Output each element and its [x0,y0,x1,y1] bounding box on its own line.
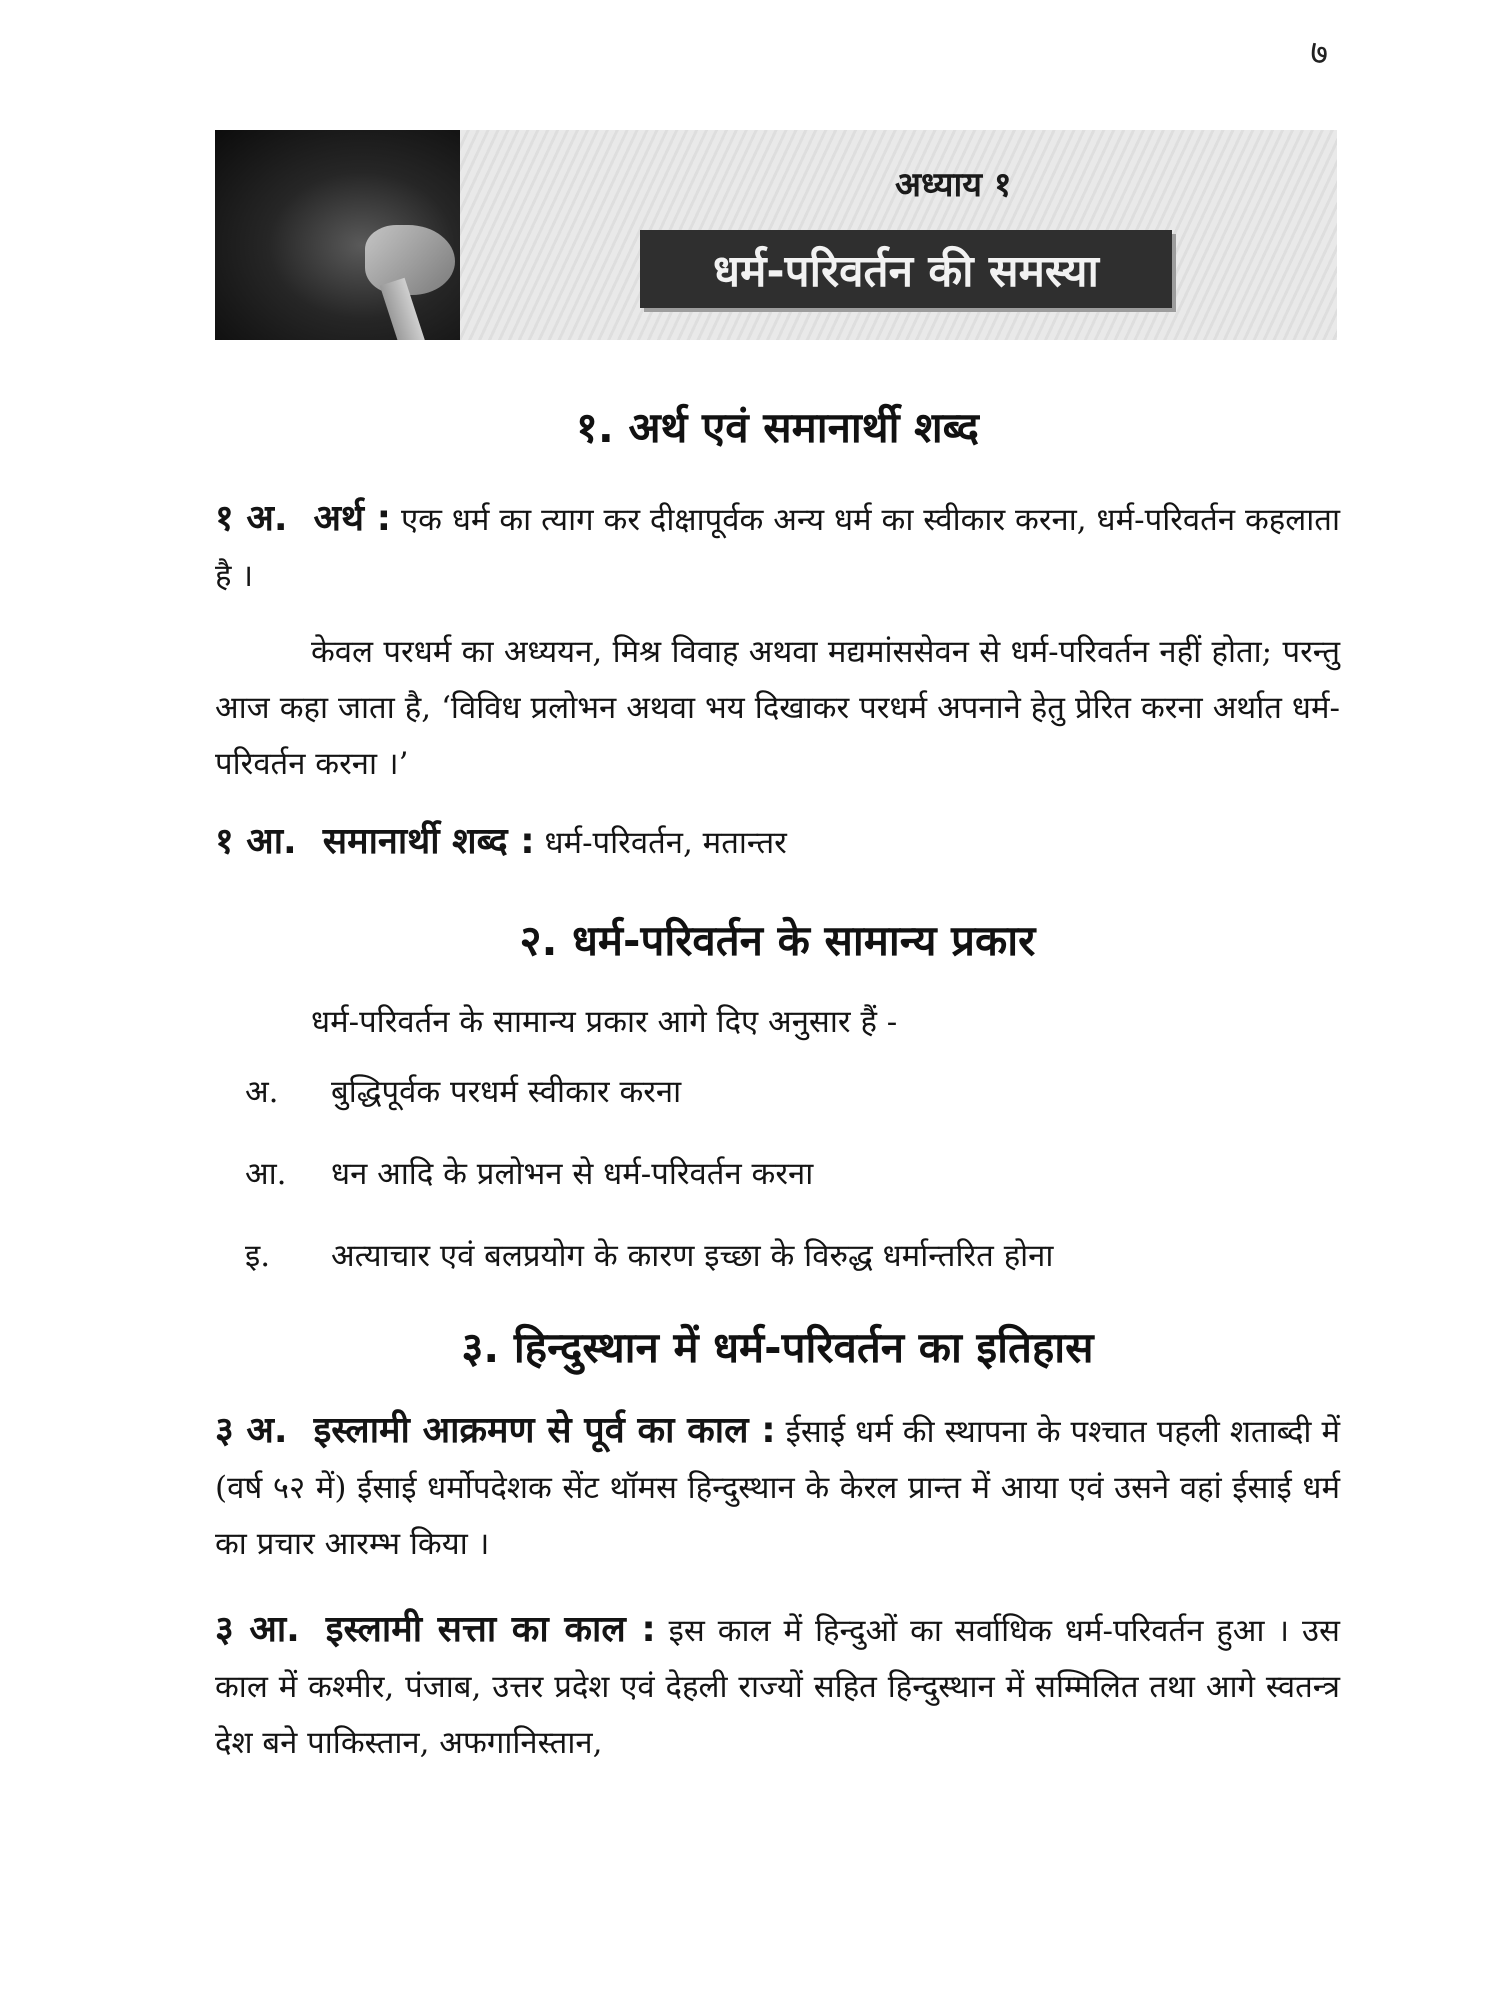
page-content [215,390,1340,1771]
list-text: अत्याचार एवं बलप्रयोग के कारण इच्छा के विरुद्ध धर्मान्तरित होना [331,1238,1054,1274]
subsection-title: इस्लामी आक्रमण से पूर्व का काल : [313,1410,776,1451]
subsection-number: १ आ. [215,821,297,862]
subsection-3aa [215,1602,1340,1771]
paragraph: केवल परधर्म का अध्ययन, मिश्र विवाह अथवा मद्यमांससेवन से धर्म-परिवर्तन नहीं होता; परन्तु आज कहा जाता है, ‘विविध प्रलोभन अथवा भय दिखाकर परधर्म अपनाने हेतु प्रेरित करना अर्थात धर्म-परिवर्तन करना ।’ [215,634,1340,782]
banner-photo [215,130,460,340]
subsection-3a [215,1403,1340,1572]
list-marker: इ. [245,1238,271,1274]
subsection-text: ईसाई धर्म की स्थापना के पश्चात पहली शताब्दी में (वर्ष ५२ में) ईसाई धर्मोपदेशक सेंट थॉमस हिन्दुस्थान के केरल प्रान्त में आया एवं उसने वहां ईसाई धर्म का प्रचार आरम्भ किया । [215,1414,1340,1562]
list-item [215,1072,1340,1112]
subsection-text: धर्म-परिवर्तन, मतान्तर [544,825,787,861]
section-heading-2: २. धर्म-परिवर्तन के सामान्य प्रकार [519,916,1036,965]
chapter-title: धर्म-परिवर्तन की समस्या [640,230,1172,308]
subsection-number: ३ आ. [215,1609,300,1650]
list-text: बुद्धिपूर्वक परधर्म स्वीकार करना [331,1074,682,1110]
subsection-number: ३ अ. [215,1410,288,1451]
section-intro: धर्म-परिवर्तन के सामान्य प्रकार आगे दिए अनुसार हैं - [311,1004,898,1040]
subsection-number: १ अ. [215,498,288,539]
subsection-text: एक धर्म का त्याग कर दीक्षापूर्वक अन्य धर्म का स्वीकार करना, धर्म-परिवर्तन कहलाता है । [215,502,1340,594]
subsection-title: इस्लामी सत्ता का काल : [325,1609,656,1650]
subsection-1a [215,491,1340,604]
hand-image [365,225,455,295]
list-text: धन आदि के प्रलोभन से धर्म-परिवर्तन करना [331,1156,814,1192]
subsection-text: इस काल में हिन्दुओं का सर्वाधिक धर्म-परिवर्तन हुआ । उस काल में कश्मीर, पंजाब, उत्तर प्रदेश एवं देहली राज्यों सहित हिन्दुस्थान में सम्मिलित तथा आगे स्वतन्त्र देश बने पाकिस्तान, अफगानिस्तान, [215,1613,1340,1761]
list-item [215,1154,1340,1194]
section-heading-1: १. अर्थ एवं समानार्थी शब्द [576,403,979,452]
section-heading-3: ३. हिन्दुस्थान में धर्म-परिवर्तन का इतिहास [461,1323,1094,1372]
subsection-1aa [215,814,1340,871]
chapter-label: अध्याय १ [895,165,1012,205]
list-marker: अ. [245,1074,279,1110]
types-list [215,1072,1340,1276]
subsection-title: अर्थ : [313,498,392,539]
list-marker: आ. [245,1156,287,1192]
subsection-title: समानार्थी शब्द : [322,821,535,862]
chapter-banner [215,130,1337,340]
page-number: ७ [1310,33,1328,73]
list-item [215,1236,1340,1276]
